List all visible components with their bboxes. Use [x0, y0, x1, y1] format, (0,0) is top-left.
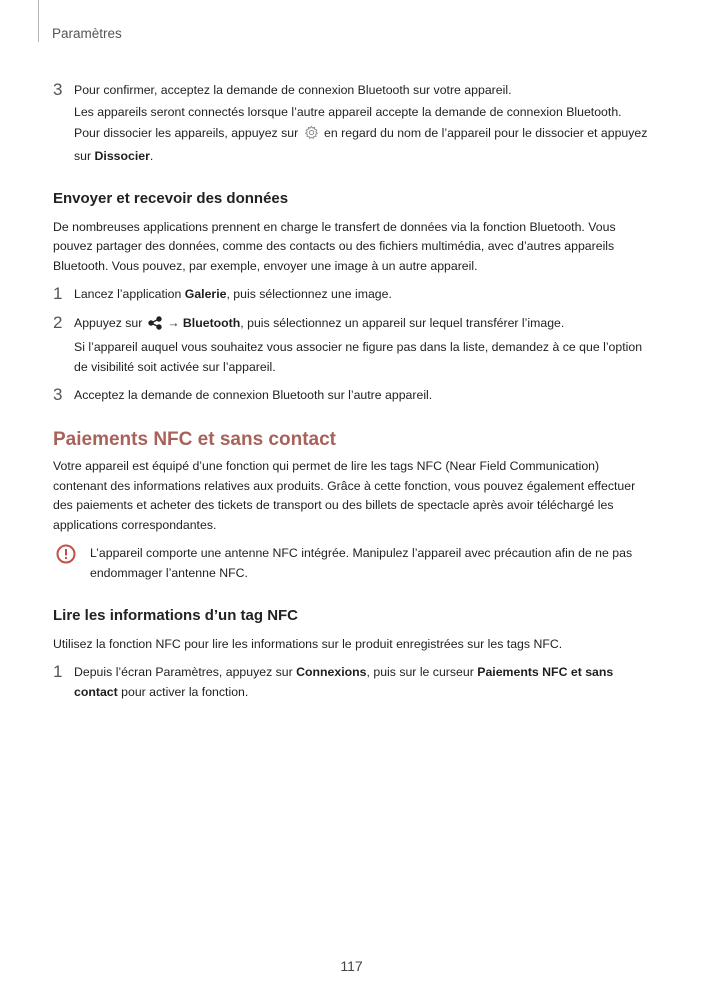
nfc-heading: Paiements NFC et sans contact [53, 428, 336, 450]
step-text: Depuis l’écran Paramètres, appuyez sur Connexions, puis sur le curseur Paiements NFC et sans contact pour activer la fonction. [74, 665, 614, 699]
send-heading: Envoyer et recevoir des données [53, 190, 289, 207]
step-number: 1 [53, 662, 63, 681]
read-paragraph: Utilisez la fonction NFC pour lire les informations sur le produit enregistrées sur les tags NFC. [53, 636, 563, 651]
step-text: Si l’appareil auquel vous souhaitez vous associer ne figure pas dans la liste, demandez à ce que l’option de visibilité soit activée sur l’appareil. [74, 340, 643, 374]
send-paragraph: De nombreuses applications prennent en charge le transfert de données via la fonction Bluetooth. Vous pouvez partager des données, comme des contacts ou des fichiers multimédia, avec d’autres appareils Bluetooth. Vous pouvez, par exemple, envoyer une image à un autre appareil. [53, 219, 616, 273]
step-text: Lancez l’application Galerie, puis sélectionnez une image. [74, 287, 392, 301]
send-step-1 [53, 285, 653, 305]
nfc-toggle-label: Paiements NFC et sans contact [74, 665, 614, 699]
step-text: Pour confirmer, acceptez la demande de connexion Bluetooth sur votre appareil. [74, 83, 512, 97]
bluetooth-label: Bluetooth [182, 315, 241, 330]
step-number: 3 [53, 80, 63, 99]
read-step-1 [53, 663, 653, 702]
read-heading: Lire les informations d’un tag NFC [53, 607, 299, 624]
arrow: → [167, 315, 180, 330]
step-number: 3 [53, 385, 63, 404]
galerie-label: Galerie [184, 287, 227, 301]
connexions-label: Connexions [296, 665, 367, 679]
settings-gear-icon [304, 125, 319, 147]
intro-step [53, 81, 653, 166]
send-step-2 [53, 314, 653, 378]
section-label: Paramètres [52, 26, 122, 41]
notice-text: L’appareil comporte une antenne NFC intégrée. Manipulez l’appareil avec précaution afin de ne pas endommager l’antenne NFC. [90, 546, 633, 580]
page-content [53, 81, 653, 702]
share-icon [148, 316, 162, 337]
step-number: 1 [53, 284, 63, 303]
step-text: Acceptez la demande de connexion Bluetooth sur l’autre appareil. [74, 388, 433, 402]
step-text: Pour dissocier les appareils, appuyez sur en regard du nom de l’appareil pour le dissocier et appuyez sur Dissocier. [74, 126, 648, 163]
dissocier-label: Dissocier [94, 148, 150, 163]
page-number: 117 [340, 958, 363, 974]
nfc-paragraph: Votre appareil est équipé d’une fonction qui permet de lire les tags NFC (Near Field Communication) contenant des informations relatives aux produits. Grâce à cette fonction, vous pouvez également effectuer des paiements et acheter des tickets de transport ou des billets de spectacle après avoir téléchargé les applications correspondantes. [53, 459, 636, 532]
step-text: Appuyez sur → Bluetooth, puis sélectionnez un appareil sur lequel transférer l’image. [74, 314, 653, 337]
notice [53, 544, 653, 583]
step-text: Les appareils seront connectés lorsque l’autre appareil accepte la demande de connexion Bluetooth. [74, 104, 622, 119]
send-step-3 [53, 386, 653, 406]
step-number: 2 [53, 312, 63, 332]
warning-icon [56, 544, 76, 571]
header-rule [38, 0, 39, 42]
